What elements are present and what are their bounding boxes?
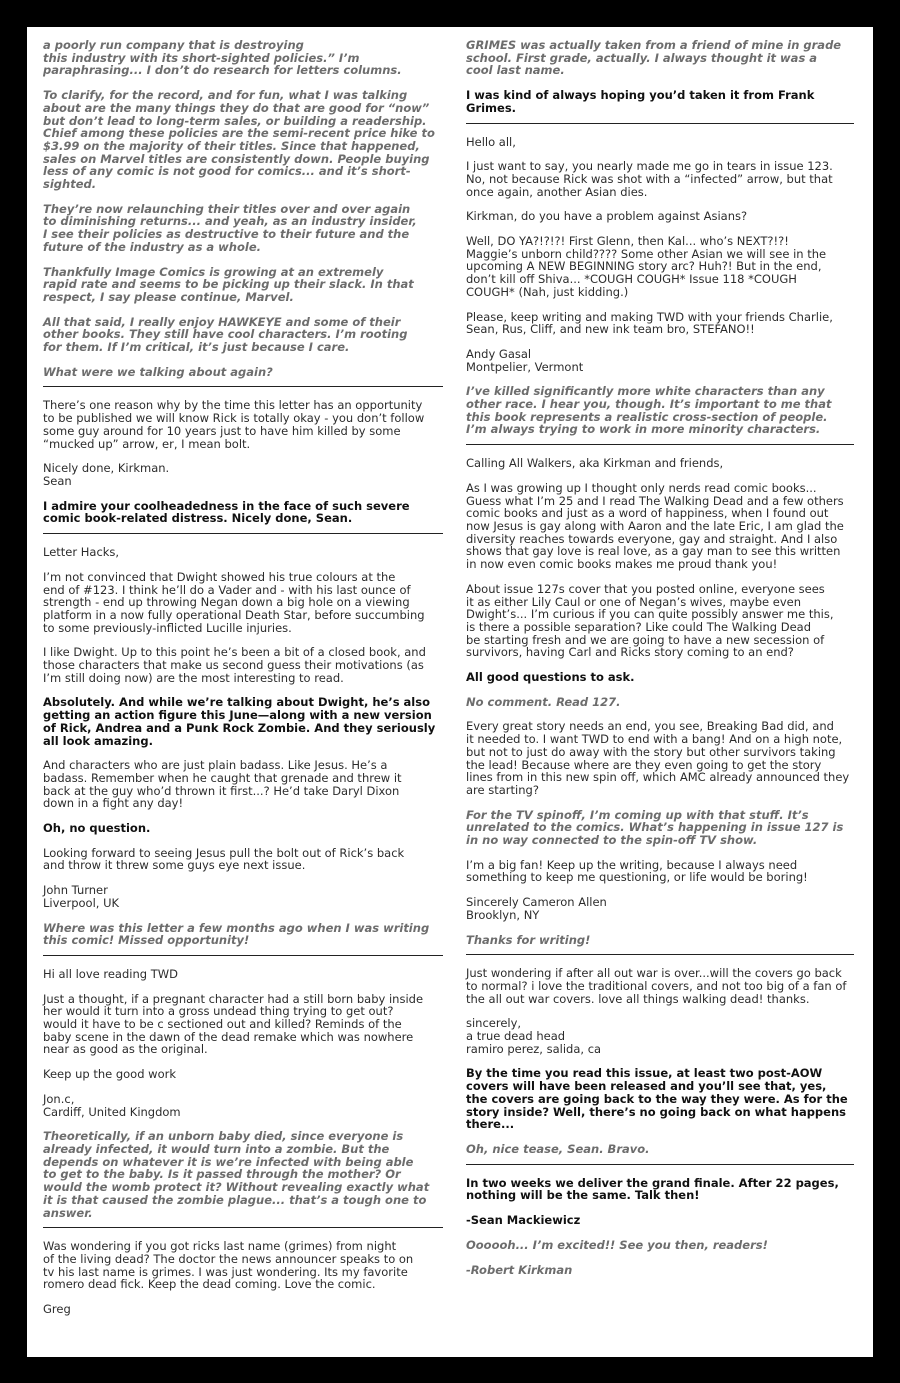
text-line: As I was growing up I thought only nerds read comic books... [466,480,817,495]
reader-letter-paragraph [43,1303,455,1316]
text-line: sales on Marvel titles are consistently down. People buying [43,151,430,166]
letter-divider [466,444,854,445]
reader-letter-paragraph [466,136,866,149]
text-line: Looking forward to seeing Jesus pull the bolt out of Rick’s back [43,845,405,860]
text-line: Theoretically, if an unborn baby died, since everyone is [43,1129,404,1144]
reader-letter-paragraph [43,399,455,450]
text-line: Keep up the good work [43,1067,177,1082]
reader-letter-paragraph [43,968,455,981]
writer-reply-paragraph [43,89,455,191]
text-line: ramiro perez, salida, ca [466,1041,602,1056]
text-line: All good questions to ask. [466,670,635,685]
text-line: to get to the baby. Is it passed through the mother? Or [43,1167,401,1182]
text-line: Well, DO YA?!?!?! First Glenn, then Kal... who’s NEXT?!?! [466,234,789,249]
text-line: cool last name. [466,63,565,78]
letter-divider [466,954,854,955]
text-line: to normal? i love the traditional covers, and not too big of a fan of [466,978,847,993]
writer-reply-paragraph [43,1130,455,1219]
text-line: $3.99 on the majority of their titles. Since that happened, [43,138,420,153]
text-line: would it have to be c sectioned out and killed? Reminds of the [43,1017,402,1032]
text-line: diversity reaches towards everyone, gay and straight. And I also [466,531,838,546]
text-line: Hello all, [466,134,516,149]
writer-reply-paragraph [43,203,455,254]
text-line: this comic! Missed opportunity! [43,933,250,948]
text-line: Maggie’s unborn child???? Some other Asian we will see in the [466,246,827,261]
letter-divider [43,386,443,387]
text-line: already infected, it would turn into a zombie. But the [43,1142,390,1156]
text-line: a poorly run company that is destroying [43,38,304,52]
text-line: To clarify, for the record, and for fun, what I was talking [43,88,408,103]
text-line: those characters that make us second guess their motivations (as [43,658,424,673]
text-line: in no way connected to the spin-off TV show. [466,833,758,848]
text-line: other books. They still have cool characters. I’m rooting [43,327,408,342]
text-line: but don’t lead to long-term sales, or building a readership. [43,113,427,128]
writer-reply-paragraph [466,809,866,847]
text-line: sighted. [43,177,97,192]
text-line: By the time you read this issue, at least two post-AOW [466,1066,823,1081]
text-line: her would it turn into a gross undead thing trying to get out? [43,1004,394,1019]
text-line: GRIMES was actually taken from a friend of mine in grade [466,38,842,52]
text-line: school. First grade, actually. I always thought it was a [466,50,818,65]
text-line: Kirkman, do you have a problem against Asians? [466,209,748,224]
text-line: Oooooh... I’m excited!! See you then, readers! [466,1237,768,1252]
editor-reply-paragraph [466,1177,866,1202]
text-line: Liverpool, UK [43,895,120,910]
writer-reply-paragraph [466,934,866,947]
text-line: comic books and just as a word of happiness, when I found out [466,506,829,521]
text-line: Calling All Walkers, aka Kirkman and friends, [466,456,724,471]
reader-letter-paragraph [466,967,866,1005]
text-line: Sean, Rus, Cliff, and new ink team bro, STEFANO!! [466,322,755,337]
reader-letter-paragraph [43,546,455,559]
text-line: and throw it threw some guys eye next issue. [43,858,306,873]
text-line: upcoming A NEW BEGINNING story arc? Huh?! But in the end, [466,259,822,274]
text-line: it is that caused the zombie plague... that’s a tough one to [43,1192,427,1207]
right-column [466,39,866,1288]
text-line: getting an action figure this June—along with a new version [43,708,432,723]
writer-reply-paragraph [43,366,455,379]
text-line: Every great story needs an end, you see, Breaking Bad did, and [466,719,834,734]
text-line: They’re now relaunching their titles over and over again [43,201,411,216]
text-line: near as good as the original. [43,1042,208,1057]
text-line: survivors, having Carl and Ricks story coming to an end? [466,645,794,660]
text-line: And characters who are just plain badass. Like Jesus. He’s a [43,758,388,773]
text-line: About issue 127s cover that you posted online, everyone sees [466,581,825,596]
text-line: For the TV spinoff, I’m coming up with that stuff. It’s [466,807,809,822]
text-line: depends on whatever it is we’re infected with being able [43,1154,414,1169]
text-line: Thanks for writing! [466,932,591,947]
text-line: tv his last name is grimes. I was just wondering. Its my favorite [43,1264,408,1279]
text-line: rapid rate and seems to be picking up their slack. In that [43,277,414,292]
text-line: I admire your coolheadedness in the face of such severe [43,498,410,513]
text-line: Grimes. [466,100,517,115]
text-line: romero dead fick. Keep the dead coming. Love the comic. [43,1277,376,1292]
text-line: back at the guy who’d thrown it first...? He’d take Daryl Dixon [43,783,400,798]
text-line: Cardiff, United Kingdom [43,1104,181,1119]
text-line: I’m still doing now) are the most interesting to read. [43,670,344,685]
text-line: I like Dwight. Up to this point he’s been a bit of a closed book, and [43,645,426,660]
editor-reply-paragraph [43,500,455,525]
reader-letter-paragraph [466,583,866,659]
text-line: Sean [43,473,72,488]
text-line: all look amazing. [43,733,153,748]
text-line: Please, keep writing and making TWD with your friends Charlie, [466,309,833,324]
text-line: Greg [43,1302,71,1317]
writer-reply-paragraph [466,696,866,709]
text-line: answer. [43,1205,93,1220]
writer-reply-paragraph [466,385,866,436]
text-line: nothing will be the same. Talk then! [466,1188,700,1203]
reader-letter-paragraph [466,482,866,571]
text-line: in now even comic books makes me proud thank you! [466,557,778,572]
text-line: down in a fight any day! [43,796,184,811]
reader-letter-paragraph [466,720,866,796]
editor-reply-paragraph [466,671,866,684]
text-line: for them. If I’m critical, it’s just because I care. [43,340,350,355]
text-line: story inside? Well, there’s no going back on what happens [466,1104,846,1119]
writer-reply-paragraph [466,39,866,77]
text-line: about are the many things they do that are good for “now” [43,100,430,115]
text-line: In two weeks we deliver the grand finale. After 22 pages, [466,1175,839,1190]
text-line: badass. Remember when he caught that grenade and threw it [43,770,402,785]
letters-page [27,27,873,1357]
writer-reply-paragraph [466,1264,866,1277]
text-line: There’s one reason why by the time this letter has an opportunity [43,398,423,413]
text-line: are starting? [466,782,539,797]
text-line: something to keep me questioning, or life would be boring! [466,870,808,885]
editor-reply-paragraph [466,89,866,114]
text-line: sincerely, [466,1016,522,1031]
text-line: Where was this letter a few months ago when I was writing [43,920,430,935]
text-line: it as either Lily Caul or one of Negan’s wives, maybe even [466,594,801,609]
text-line: lines from in this new spin off, which AMC already announced they [466,770,850,785]
editor-reply-paragraph [466,1067,866,1131]
text-line: John Turner [43,883,108,898]
text-line: I’m not convinced that Dwight showed his true colours at the [43,569,396,584]
text-line: Sincerely Cameron Allen [466,895,607,910]
text-line: respect, I say please continue, Marvel. [43,289,294,304]
text-line: Dwight’s... I’m curious if you can quite possibly answer me this, [466,607,834,622]
reader-letter-paragraph [43,1068,455,1081]
text-line: some guy around for 10 years just to have him killed by some [43,423,401,438]
text-line: Oh, nice tease, Sean. Bravo. [466,1142,650,1156]
reader-letter-paragraph [466,348,866,373]
text-line: of Rick, Andrea and a Punk Rock Zombie. And they seriously [43,720,436,735]
letter-divider [43,955,443,956]
text-line: there... [466,1117,515,1132]
reader-letter-paragraph [43,884,455,909]
letter-divider [43,1227,443,1228]
editor-reply-paragraph [43,822,455,835]
text-line: Oh, no question. [43,821,151,836]
editor-reply-paragraph [43,696,455,747]
text-line: to be published we will know Rick is totally okay - you don’t follow [43,411,425,426]
text-line: covers will have been released and you’ll see that, yes, [466,1079,827,1094]
text-line: I see their policies as destructive to their future and the [43,227,410,242]
text-line: platform in a now fully operational Death Star, before succumbing [43,607,425,622]
text-line: shows that gay love is real love, as a gay man to see this written [466,544,841,559]
text-line: end of #123. I think he’ll do a Vader and - with his last ounce of [43,582,411,597]
text-line: unrelated to the comics. What’s happening in issue 127 is [466,820,844,835]
writer-reply-paragraph [43,39,455,77]
text-line: I just want to say, you nearly made me go in tears in issue 123. [466,159,833,174]
text-line: comic book-related distress. Nicely done, Sean. [43,511,353,526]
text-line: paraphrasing... I don’t do research for letters columns. [43,63,402,78]
text-line: would the womb protect it? Without revealing exactly what [43,1180,430,1195]
text-line: COUGH* (Nah, just kidding.) [466,284,629,299]
text-line: Hi all love reading TWD [43,966,178,981]
text-line: don’t kill off Shiva... *COUGH COUGH* Issue 118 *COUGH [466,272,797,287]
text-line: What were we talking about again? [43,364,273,379]
text-line: Chief among these policies are the semi-recent price hike to [43,126,435,141]
text-line: Nicely done, Kirkman. [43,461,170,476]
reader-letter-paragraph [466,1017,866,1055]
text-line: Just wondering if after all out war is over...will the covers go back [466,966,842,981]
text-line: No comment. Read 127. [466,694,621,709]
reader-letter-paragraph [43,759,455,810]
text-line: Jon.c, [43,1091,75,1106]
text-line: the lead! Because where are they even going to get the story [466,757,822,772]
text-line: Letter Hacks, [43,545,120,560]
reader-letter-paragraph [466,896,866,921]
text-line: All that said, I really enjoy HAWKEYE and some of their [43,314,401,329]
editor-reply-paragraph [466,1214,866,1227]
text-line: a true dead head [466,1029,566,1044]
text-line: -Sean Mackiewicz [466,1213,581,1228]
text-line: be starting fresh and we are going to have a new secession of [466,632,825,647]
text-line: Andy Gasal [466,346,532,361]
text-line: the all out war covers. love all things walking dead! thanks. [466,991,810,1006]
text-line: “mucked up” arrow, er, I mean bolt. [43,436,251,451]
reader-letter-paragraph [43,462,455,487]
text-line: Thankfully Image Comics is growing at an extremely [43,264,384,279]
reader-letter-paragraph [466,210,866,223]
text-line: Guess what I’m 25 and I read The Walking Dead and a few others [466,493,844,508]
text-line: Montpelier, Vermont [466,359,584,374]
text-line: of the living dead? The doctor the news announcer speaks to on [43,1251,414,1266]
text-line: -Robert Kirkman [466,1262,573,1277]
text-line: Just a thought, if a pregnant character had a still born baby inside [43,991,424,1006]
text-line: the covers are going back to the way they were. As for the [466,1091,848,1106]
text-line: this book represents a realistic cross-section of people. [466,409,828,424]
text-line: to diminishing returns... and yeah, as an industry insider, [43,214,417,229]
reader-letter-paragraph [466,160,866,198]
text-line: baby scene in the dawn of the dead remake which was nowhere [43,1029,414,1044]
text-line: future of the industry as a whole. [43,239,262,254]
writer-reply-paragraph [43,266,455,304]
reader-letter-paragraph [466,235,866,299]
left-column [43,39,455,1328]
writer-reply-paragraph [43,922,455,947]
text-line: other race. I hear you, though. It’s important to me that [466,397,832,412]
text-line: this industry with its short-sighted policies.” I’m [43,50,360,65]
text-line: to some previously-inflicted Lucille injuries. [43,620,292,635]
text-line: strength - end up throwing Negan down a big hole on a viewing [43,595,410,610]
reader-letter-paragraph [466,457,866,470]
reader-letter-paragraph [43,646,455,684]
text-line: I’ve killed significantly more white characters than any [466,384,825,399]
reader-letter-paragraph [43,571,455,635]
text-line: less of any comic is not good for comics... and it’s short- [43,164,411,179]
writer-reply-paragraph [466,1143,866,1156]
reader-letter-paragraph [466,859,866,884]
text-line: Absolutely. And while we’re talking about Dwight, he’s also [43,695,430,710]
text-line: but not to just do away with the story but other survivors taking [466,744,836,759]
text-line: once again, another Asian dies. [466,184,648,199]
text-line: Brooklyn, NY [466,907,540,922]
writer-reply-paragraph [466,1239,866,1252]
text-line: I was kind of always hoping you’d taken it from Frank [466,88,815,103]
text-line: it needed to. I want TWD to end with a bang! And on a high note, [466,732,843,747]
reader-letter-paragraph [43,993,455,1057]
text-line: is there a possible separation? Like could The Walking Dead [466,619,812,634]
text-line: now Jesus is gay along with Aaron and the late Eric, I am glad the [466,518,844,533]
letter-divider [466,1164,854,1165]
text-line: I’m always trying to work in more minority characters. [466,422,821,437]
text-line: I’m a big fan! Keep up the writing, because I always need [466,857,798,872]
writer-reply-paragraph [43,316,455,354]
reader-letter-paragraph [43,1240,455,1291]
text-line: No, not because Rick was shot with a “infected” arrow, but that [466,171,833,186]
reader-letter-paragraph [43,847,455,872]
reader-letter-paragraph [466,311,866,336]
text-line: Was wondering if you got ricks last name (grimes) from night [43,1239,397,1254]
reader-letter-paragraph [43,1093,455,1118]
letter-divider [466,123,854,124]
letter-divider [43,533,443,534]
